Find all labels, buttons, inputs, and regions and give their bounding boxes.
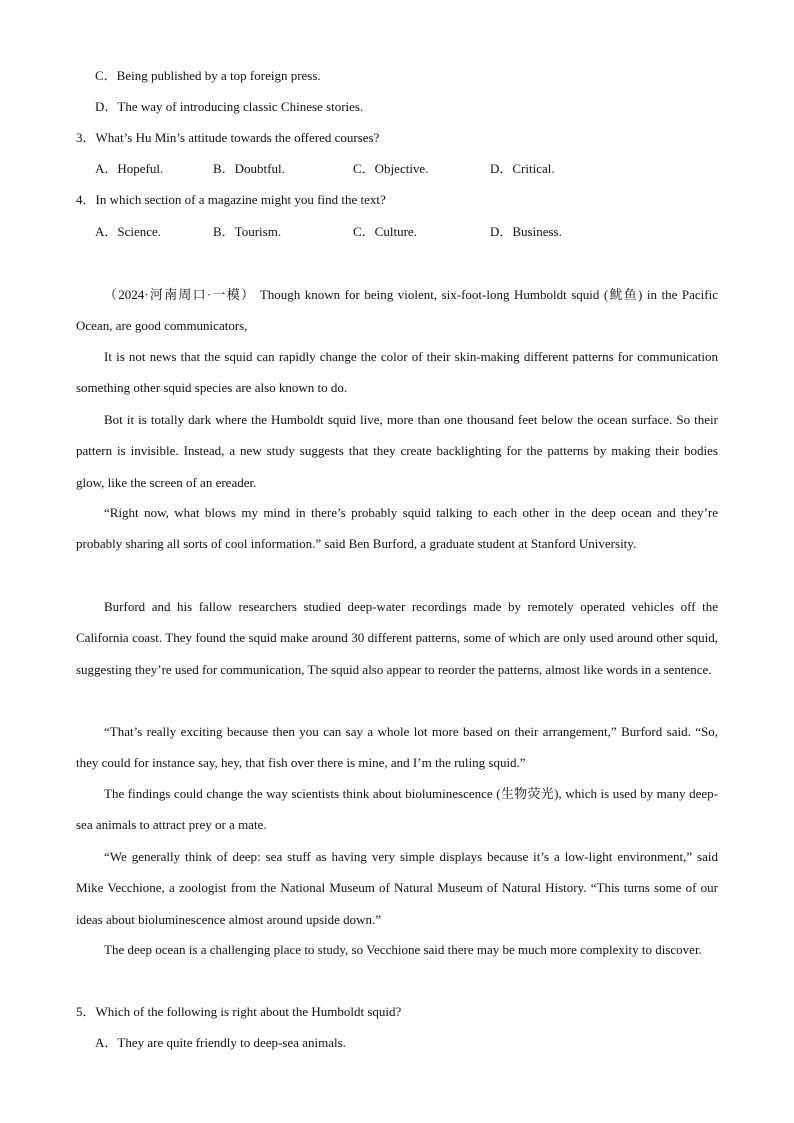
q3-option-d: D．Critical. — [490, 161, 555, 176]
q4-option-c: C．Culture. — [353, 224, 417, 239]
passage-paragraph-6: “That’s really exciting because then you can say a whole lot more based on their arrangement,” Burford said. “So, they could for instance say, hey, that fish over there is mine, and I’m the ruling squid.” — [76, 724, 718, 771]
q5-stem: 5．Which of the following is right about the Humboldt squid? — [76, 1004, 402, 1019]
q2-option-d: D．The way of introducing classic Chinese stories. — [95, 99, 364, 114]
passage-paragraph-8: “We generally think of deep: sea stuff as having very simple displays because it’s a low-light environment,” said Mike Vecchione, a zoologist from the National Museum of Natural Museum of Natural History. “This turns some of our ideas about bioluminescence almost around upside down.” — [76, 849, 718, 927]
passage-paragraph-2: It is not news that the squid can rapidly change the color of their skin-making different patterns for communication something other squid species are also known to do. — [76, 349, 718, 396]
q3-option-b: B．Doubtful. — [213, 161, 285, 176]
passage-paragraph-1 — [76, 279, 718, 342]
q4-option-d: D．Business. — [490, 224, 562, 239]
q4-stem: 4．In which section of a magazine might you find the text? — [76, 192, 386, 207]
passage-paragraph-3: Bot it is totally dark where the Humboldt squid live, more than one thousand feet below the ocean surface. So their pattern is invisible. Instead, a new study suggests that they create backlighting for the patterns by making their bodies glow, like the screen of an ereader. — [76, 412, 718, 490]
passage-paragraph-9: The deep ocean is a challenging place to study, so Vecchione said there may be much more complexity to discover. — [104, 942, 702, 957]
q4-option-b: B．Tourism. — [213, 224, 282, 239]
q2-option-c: C．Being published by a top foreign press. — [95, 68, 321, 83]
passage-paragraph-5: Burford and his fallow researchers studied deep-water recordings made by remotely operated vehicles off the California coast. They found the squid make around 30 different patterns, some of which are only used around other squid, suggesting they’re used for communication, The squid also appear to reorder the patterns, almost like words in a sentence. — [76, 599, 718, 677]
q4-option-a: A．Science. — [95, 224, 162, 239]
q3-option-c: C．Objective. — [353, 161, 429, 176]
passage-paragraph-1-text: Though known for being violent, six-foot-long Humboldt squid (鱿鱼) in the Pacific Ocean, are good communicators, — [76, 287, 718, 334]
passage-source: （2024·河南周口·一模） — [104, 287, 256, 302]
q5-option-a: A．They are quite friendly to deep-sea animals. — [95, 1035, 346, 1050]
q3-stem: 3．What’s Hu Min’s attitude towards the offered courses? — [76, 130, 380, 145]
passage-paragraph-4: “Right now, what blows my mind in there’s probably squid talking to each other in the deep ocean and they’re probably sharing all sorts of cool information.” said Ben Burford, a graduate student at Stanford University. — [76, 505, 718, 552]
passage-paragraph-7: The findings could change the way scientists think about bioluminescence (生物荧光), which is used by many deep-sea animals to attract prey or a mate. — [76, 786, 718, 833]
q3-option-a: A．Hopeful. — [95, 161, 164, 176]
